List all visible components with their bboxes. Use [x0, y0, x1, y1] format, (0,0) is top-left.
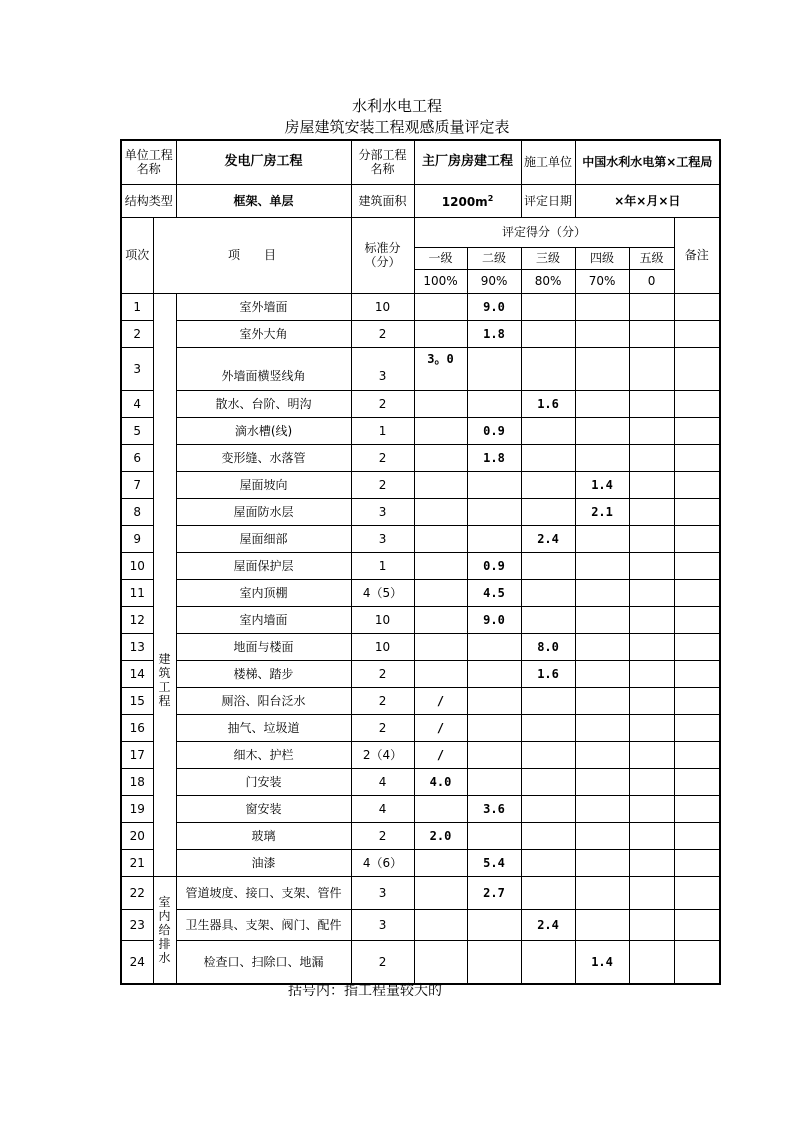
item-name: 变形缝、水落管	[176, 444, 351, 471]
grade-3-score	[521, 606, 575, 633]
standard-score: 2（4）	[351, 741, 414, 768]
grade-4-score	[575, 741, 629, 768]
table-row	[121, 768, 720, 795]
grade-3-score	[521, 940, 575, 984]
table-row	[121, 741, 720, 768]
grade-3-score	[521, 795, 575, 822]
row-number: 7	[121, 471, 153, 498]
grade-5-score	[629, 552, 674, 579]
grade-4-score	[575, 660, 629, 687]
item-name: 室外墙面	[176, 293, 351, 320]
row-number: 10	[121, 552, 153, 579]
row-number: 23	[121, 909, 153, 940]
row-number: 21	[121, 849, 153, 876]
table-row	[121, 417, 720, 444]
remark-cell	[674, 795, 720, 822]
table-row	[121, 876, 720, 909]
table-row	[121, 390, 720, 417]
item-name: 细木、护栏	[176, 741, 351, 768]
grade-2-score: 9.0	[467, 606, 521, 633]
remark-cell	[674, 320, 720, 347]
standard-score: 2	[351, 687, 414, 714]
grade-4-score	[575, 579, 629, 606]
grade-5-score	[629, 579, 674, 606]
grade-1-score	[414, 660, 467, 687]
remark-cell	[674, 417, 720, 444]
grade-1-score	[414, 471, 467, 498]
remark-cell	[674, 606, 720, 633]
grade-4-score	[575, 795, 629, 822]
grade-2-score: 4.5	[467, 579, 521, 606]
col-header-no: 项次	[121, 217, 153, 293]
grade-1-score: /	[414, 741, 467, 768]
remark-cell	[674, 660, 720, 687]
grade-5-score	[629, 795, 674, 822]
grade-5-score	[629, 293, 674, 320]
table-row	[121, 849, 720, 876]
group-plumbing-char: 内	[158, 908, 171, 923]
table-row	[121, 822, 720, 849]
table-row	[121, 909, 720, 940]
standard-score: 10	[351, 633, 414, 660]
item-name: 门安装	[176, 768, 351, 795]
grade-5-score	[629, 822, 674, 849]
remark-cell	[674, 293, 720, 320]
remark-cell	[674, 741, 720, 768]
grade-4-score	[575, 768, 629, 795]
grade-3-score	[521, 714, 575, 741]
grade-4-score	[575, 525, 629, 552]
grade-2-score: 5.4	[467, 849, 521, 876]
grade-2-score	[467, 940, 521, 984]
grade-3-score	[521, 498, 575, 525]
table-row	[121, 687, 720, 714]
col-header-std-score: 标准分 （分）	[351, 217, 414, 293]
grade-5-score	[629, 849, 674, 876]
row-number: 17	[121, 741, 153, 768]
group-building	[153, 293, 176, 876]
grade-5-score	[629, 606, 674, 633]
remark-cell	[674, 714, 720, 741]
date-label: 评定日期	[521, 184, 575, 217]
grade-2-score: 9.0	[467, 293, 521, 320]
grade-5-score	[629, 444, 674, 471]
grade-5-pct: 0	[629, 269, 674, 293]
item-name: 散水、台阶、明沟	[176, 390, 351, 417]
grade-1-score	[414, 940, 467, 984]
grade-5-score	[629, 498, 674, 525]
footnote: 括号内：指工程量较大的	[288, 983, 442, 999]
grade-4-score	[575, 320, 629, 347]
row-number: 6	[121, 444, 153, 471]
standard-score: 2	[351, 940, 414, 984]
remark-cell	[674, 822, 720, 849]
row-number: 19	[121, 795, 153, 822]
grade-5-score	[629, 909, 674, 940]
grade-4-score	[575, 293, 629, 320]
grade-4-score	[575, 633, 629, 660]
grade-2-score	[467, 909, 521, 940]
standard-score: 2	[351, 714, 414, 741]
table-row	[121, 498, 720, 525]
grade-1-score	[414, 579, 467, 606]
grade-3-score: 1.6	[521, 660, 575, 687]
remark-cell	[674, 876, 720, 909]
sub-project-label: 分部工程 名称	[351, 140, 414, 184]
table-row	[121, 940, 720, 984]
grade-2-score	[467, 741, 521, 768]
item-name: 滴水槽(线)	[176, 417, 351, 444]
grade-4-score	[575, 390, 629, 417]
grade-3-score	[521, 687, 575, 714]
standard-score: 3	[351, 525, 414, 552]
item-name: 屋面保护层	[176, 552, 351, 579]
grade-4-pct: 70%	[575, 269, 629, 293]
grade-1-score: /	[414, 687, 467, 714]
area-unit-exponent: 2	[487, 194, 494, 203]
item-name: 厕浴、阳台泛水	[176, 687, 351, 714]
item-name: 窗安装	[176, 795, 351, 822]
grade-2-pct: 90%	[467, 269, 521, 293]
grade-3-score	[521, 822, 575, 849]
grade-5-name: 五级	[629, 247, 674, 269]
grade-2-score: 3.6	[467, 795, 521, 822]
grade-2-name: 二级	[467, 247, 521, 269]
grade-3-score: 8.0	[521, 633, 575, 660]
item-name: 外墙面横竖线角	[176, 347, 351, 390]
grade-2-score	[467, 687, 521, 714]
item-name: 抽气、垃圾道	[176, 714, 351, 741]
row-number: 13	[121, 633, 153, 660]
remark-cell	[674, 940, 720, 984]
row-number: 11	[121, 579, 153, 606]
item-name: 屋面细部	[176, 525, 351, 552]
grade-1-score	[414, 444, 467, 471]
remark-cell	[674, 687, 720, 714]
group-building-char: 工	[158, 679, 171, 694]
header-row-structure	[121, 184, 720, 217]
grade-1-score	[414, 876, 467, 909]
grade-5-score	[629, 660, 674, 687]
grade-3-pct: 80%	[521, 269, 575, 293]
standard-score: 2	[351, 390, 414, 417]
grade-3-name: 三级	[521, 247, 575, 269]
grade-4-score	[575, 822, 629, 849]
grade-5-score	[629, 768, 674, 795]
table-row	[121, 714, 720, 741]
grade-2-score: 2.7	[467, 876, 521, 909]
table-row	[121, 347, 720, 390]
remark-cell	[674, 471, 720, 498]
header-row-unit	[121, 140, 720, 184]
remark-cell	[674, 849, 720, 876]
item-name: 室内墙面	[176, 606, 351, 633]
grade-4-score	[575, 347, 629, 390]
contractor-label: 施工单位	[521, 140, 575, 184]
group-plumbing-char: 水	[158, 950, 171, 965]
evaluation-table	[120, 139, 721, 985]
table-row	[121, 320, 720, 347]
standard-score: 4	[351, 768, 414, 795]
grade-5-score	[629, 320, 674, 347]
grade-5-score	[629, 347, 674, 390]
area-label: 建筑面积	[351, 184, 414, 217]
document-title: 水利水电工程	[351, 97, 442, 115]
item-name: 地面与楼面	[176, 633, 351, 660]
grade-2-score	[467, 498, 521, 525]
table-row	[121, 552, 720, 579]
row-number: 16	[121, 714, 153, 741]
row-number: 8	[121, 498, 153, 525]
standard-score: 4（6）	[351, 849, 414, 876]
grade-2-score: 1.8	[467, 444, 521, 471]
grade-5-score	[629, 714, 674, 741]
grade-4-score	[575, 444, 629, 471]
grade-2-score	[467, 347, 521, 390]
grade-1-score: 3。0	[414, 347, 467, 390]
grade-3-score	[521, 876, 575, 909]
row-number: 4	[121, 390, 153, 417]
row-number: 15	[121, 687, 153, 714]
grade-4-score	[575, 849, 629, 876]
grade-1-score	[414, 795, 467, 822]
standard-score: 2	[351, 660, 414, 687]
table-row	[121, 795, 720, 822]
group-plumbing-char: 室	[158, 894, 171, 909]
standard-score: 4	[351, 795, 414, 822]
grade-2-score	[467, 768, 521, 795]
grade-3-score: 2.4	[521, 525, 575, 552]
row-number: 24	[121, 940, 153, 984]
grade-3-score	[521, 471, 575, 498]
item-name: 油漆	[176, 849, 351, 876]
group-building-char: 建	[158, 651, 171, 666]
grade-3-score	[521, 579, 575, 606]
grade-4-score	[575, 552, 629, 579]
grade-5-score	[629, 687, 674, 714]
item-name: 室内顶棚	[176, 579, 351, 606]
grade-1-score	[414, 552, 467, 579]
standard-score: 3	[351, 909, 414, 940]
grade-1-score	[414, 320, 467, 347]
grade-1-score	[414, 525, 467, 552]
grade-5-score	[629, 471, 674, 498]
remark-cell	[674, 633, 720, 660]
standard-score: 2	[351, 822, 414, 849]
table-row	[121, 633, 720, 660]
grade-1-pct: 100%	[414, 269, 467, 293]
grade-5-score	[629, 390, 674, 417]
grade-5-score	[629, 525, 674, 552]
grade-1-score: /	[414, 714, 467, 741]
grade-2-score	[467, 390, 521, 417]
group-building-char: 筑	[158, 665, 171, 680]
remark-cell	[674, 768, 720, 795]
group-plumbing-char: 排	[158, 936, 171, 951]
grade-2-score	[467, 633, 521, 660]
grade-2-score	[467, 525, 521, 552]
row-number: 14	[121, 660, 153, 687]
table-row	[121, 444, 720, 471]
row-number: 12	[121, 606, 153, 633]
col-header-remark: 备注	[674, 217, 720, 293]
row-number: 5	[121, 417, 153, 444]
standard-score: 2	[351, 320, 414, 347]
form-title: 房屋建筑安装工程观感质量评定表	[284, 118, 510, 136]
table-row	[121, 579, 720, 606]
area-value	[414, 184, 521, 217]
row-number: 22	[121, 876, 153, 909]
grade-2-score: 1.8	[467, 320, 521, 347]
grade-3-score	[521, 347, 575, 390]
standard-score: 10	[351, 606, 414, 633]
remark-cell	[674, 525, 720, 552]
table-row	[121, 660, 720, 687]
item-name: 卫生器具、支架、阀门、配件	[176, 909, 351, 940]
grade-4-score: 1.4	[575, 471, 629, 498]
grade-4-score	[575, 687, 629, 714]
structure-value: 框架、单层	[176, 184, 351, 217]
column-header-row-1	[121, 217, 720, 247]
grade-3-score	[521, 768, 575, 795]
grade-4-score: 2.1	[575, 498, 629, 525]
grade-1-score	[414, 606, 467, 633]
grade-3-score	[521, 552, 575, 579]
standard-score: 4（5）	[351, 579, 414, 606]
item-name: 楼梯、踏步	[176, 660, 351, 687]
grade-2-score	[467, 660, 521, 687]
grade-5-score	[629, 876, 674, 909]
grade-1-score	[414, 417, 467, 444]
table-row	[121, 606, 720, 633]
grade-4-score	[575, 909, 629, 940]
grade-3-score: 2.4	[521, 909, 575, 940]
grade-1-score	[414, 849, 467, 876]
item-name: 检查口、扫除口、地漏	[176, 940, 351, 984]
item-name: 屋面坡向	[176, 471, 351, 498]
grade-3-score	[521, 320, 575, 347]
group-plumbing	[153, 876, 176, 984]
group-building-char: 程	[158, 693, 171, 708]
grade-2-score: 0.9	[467, 417, 521, 444]
row-number: 2	[121, 320, 153, 347]
table-row	[121, 293, 720, 320]
grade-3-score: 1.6	[521, 390, 575, 417]
sub-project-value: 主厂房房建工程	[414, 140, 521, 184]
unit-project-label: 单位工程 名称	[121, 140, 176, 184]
grade-5-score	[629, 417, 674, 444]
table-row	[121, 525, 720, 552]
col-header-score-group: 评定得分（分）	[414, 217, 674, 247]
row-number: 9	[121, 525, 153, 552]
grade-1-score: 2.0	[414, 822, 467, 849]
remark-cell	[674, 909, 720, 940]
row-number: 1	[121, 293, 153, 320]
standard-score: 10	[351, 293, 414, 320]
grade-4-score	[575, 876, 629, 909]
standard-score: 1	[351, 417, 414, 444]
item-name: 屋面防水层	[176, 498, 351, 525]
remark-cell	[674, 444, 720, 471]
grade-1-score	[414, 498, 467, 525]
grade-3-score	[521, 849, 575, 876]
standard-score: 3	[351, 876, 414, 909]
grade-4-score: 1.4	[575, 940, 629, 984]
grade-4-score	[575, 714, 629, 741]
table-row	[121, 471, 720, 498]
grade-1-score	[414, 390, 467, 417]
remark-cell	[674, 498, 720, 525]
grade-3-score	[521, 741, 575, 768]
row-number: 3	[121, 347, 153, 390]
item-name: 室外大角	[176, 320, 351, 347]
standard-score: 1	[351, 552, 414, 579]
standard-score: 2	[351, 444, 414, 471]
grade-2-score: 0.9	[467, 552, 521, 579]
date-value: ×年×月×日	[575, 184, 720, 217]
standard-score: 3	[351, 498, 414, 525]
grade-1-score	[414, 633, 467, 660]
grade-4-score	[575, 606, 629, 633]
standard-score: 2	[351, 471, 414, 498]
item-name: 管道坡度、接口、支架、管件	[176, 876, 351, 909]
grade-3-score	[521, 293, 575, 320]
item-name: 玻璃	[176, 822, 351, 849]
structure-label: 结构类型	[121, 184, 176, 217]
grade-4-name: 四级	[575, 247, 629, 269]
grade-5-score	[629, 741, 674, 768]
grade-2-score	[467, 822, 521, 849]
grade-5-score	[629, 940, 674, 984]
area-number: 1200m	[441, 195, 488, 209]
row-number: 20	[121, 822, 153, 849]
col-header-item: 项 目	[153, 217, 351, 293]
standard-score: 3	[351, 347, 414, 390]
grade-3-score	[521, 444, 575, 471]
grade-1-score: 4.0	[414, 768, 467, 795]
grade-2-score	[467, 714, 521, 741]
remark-cell	[674, 347, 720, 390]
grade-1-score	[414, 293, 467, 320]
grade-2-score	[467, 471, 521, 498]
contractor-value: 中国水利水电第×工程局	[575, 140, 720, 184]
remark-cell	[674, 552, 720, 579]
grade-1-name: 一级	[414, 247, 467, 269]
remark-cell	[674, 390, 720, 417]
group-plumbing-char: 给	[158, 922, 171, 937]
unit-project-value: 发电厂房工程	[176, 140, 351, 184]
grade-3-score	[521, 417, 575, 444]
grade-4-score	[575, 417, 629, 444]
remark-cell	[674, 579, 720, 606]
grade-1-score	[414, 909, 467, 940]
row-number: 18	[121, 768, 153, 795]
grade-5-score	[629, 633, 674, 660]
